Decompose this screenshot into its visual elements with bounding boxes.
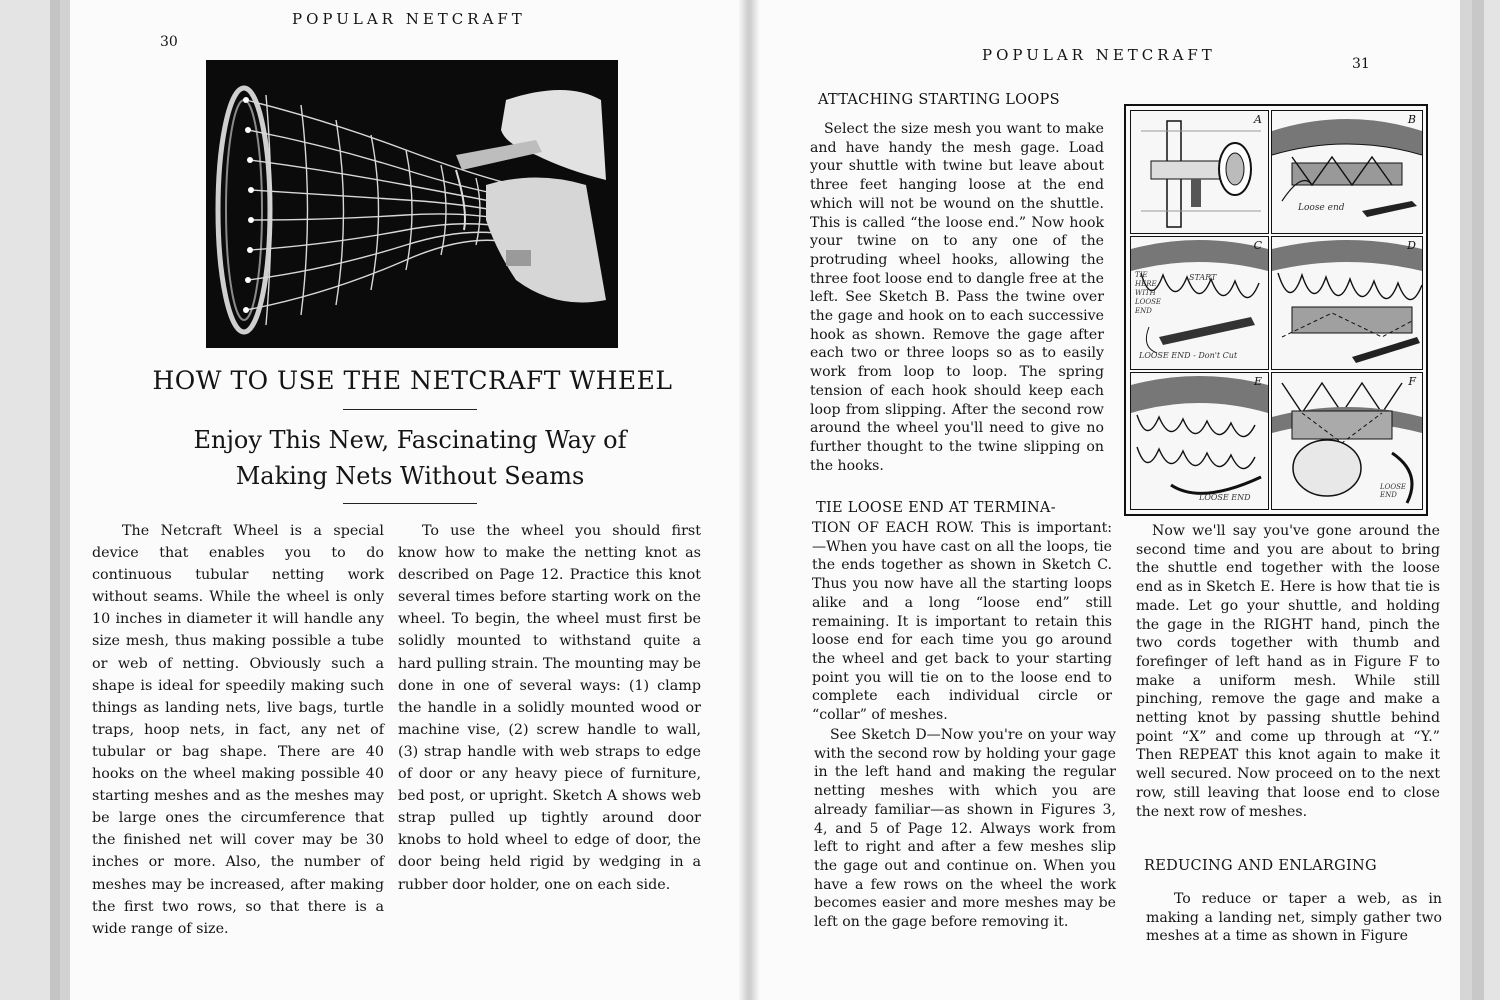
paragraph-attaching: Select the size mesh you want to make and have handy the mesh gage. Load your shuttle with twine but leave about three feet hanging loose at the end which will not be wound on the shuttle. This is called “the loose end.” Now hook your twine on to any one of the protruding wheel hooks, allowing the three foot loose end to dangle free at the left. See Sketch B. Pass the twine over the gage and hook on to each successive hook as shown. Remove the gage after each two or three loops so as to easily work from loop to loop. The spring tension of each hook should keep each loop from slipping. After the second row around the wheel you'll need to give no further thought to the twine slipping on the hooks. xyxy=(810,121,1104,474)
sketch-d xyxy=(1271,236,1423,370)
sketch-c-loose-end-label: LOOSE END - Don't Cut xyxy=(1139,351,1238,360)
sketch-e xyxy=(1130,372,1269,510)
subtitle-divider-rule xyxy=(343,503,477,504)
sketch-c-start-label: START xyxy=(1189,273,1217,282)
sketch-f-letter: F xyxy=(1408,375,1416,388)
title-divider-rule xyxy=(343,409,477,410)
heading-tie-loose-end: TIE LOOSE END AT TERMINA- xyxy=(816,500,1056,516)
paragraph-reducing: To reduce or taper a web, as in making a landing net, simply gather two meshes at a time as shown in Figure xyxy=(1146,891,1442,945)
article-title: HOW TO USE THE NETCRAFT WHEEL xyxy=(152,366,673,395)
sketch-d-letter: D xyxy=(1407,239,1416,252)
netting-sketches-panel xyxy=(1124,104,1428,516)
sketch-b-loose-end-label: Loose end xyxy=(1298,203,1345,213)
paragraph-gone-around: Now we'll say you've gone around the second time and you are about to bring the shuttle end together with the loose end as in Sketch E. Here is how that tie is made. Let go your shuttle, and holding the gage in the RIGHT hand, pinch the two cords together with thumb and forefinger of left hand as in Figure F to make a uniform mesh. While still pinching, remove the gage and make a netting knot by passing shuttle behind point “X” and come up through at “Y.” Then REPEAT this knot again to make it well secured. Now proceed on to the next row, still leaving that loose end to close the next row of meshes. xyxy=(1136,523,1440,820)
sketch-c xyxy=(1130,236,1269,370)
sketch-c-tie-here-label: TIE HERE WITH LOOSE END xyxy=(1135,271,1162,315)
heading-attaching-starting-loops: ATTACHING STARTING LOOPS xyxy=(818,92,1060,108)
sketch-a-letter: A xyxy=(1254,113,1262,126)
page-number-left: 30 xyxy=(160,34,178,50)
left-column-2-text: To use the wheel you should first know how to make the netting knot as described on Page 12. Practice this knot several times before starting work on the wheel. To begin, the wheel must first be solidly mounted to withstand quite a hard pulling strain. The mounting may be done in one of several ways: (1) clamp the handle in a solidly mounted wood or machine vise, (2) screw handle to wall, (3) strap handle with web straps to edge of door or any heavy piece of furniture, bed post, or upright. Sketch A shows web strap pulled up tightly around door knobs to hold wheel to edge of door, the door being held rigid by wedging in a rubber door holder, one on each side. xyxy=(398,523,701,893)
running-head-right: POPULAR NETCRAFT xyxy=(982,46,1216,64)
sketch-a xyxy=(1130,110,1269,234)
netcraft-wheel-photo xyxy=(206,60,618,348)
sketch-b-letter: B xyxy=(1407,113,1416,126)
sketch-e-loose-end-label: LOOSE END xyxy=(1199,493,1251,502)
book-gutter xyxy=(738,0,760,1000)
subtitle-line-1: Enjoy This New, Fascinating Way of xyxy=(193,426,627,454)
running-head-left: POPULAR NETCRAFT xyxy=(292,10,526,28)
sketch-b xyxy=(1271,110,1423,234)
page-number-right: 31 xyxy=(1352,56,1370,72)
paragraph-sketch-d: See Sketch D—Now you're on your way with the second row by holding your gage in the left hand and making the regular netting meshes with which you are already familiar—as shown in Figures 3, 4, and 5 of Page 12. Always work from left to right and after a few meshes slip the gage out and continue on. When you have a few rows on the wheel the work becomes easier and more meshes may be left on the gage before removing it. xyxy=(814,727,1116,931)
subtitle-line-2: Making Nets Without Seams xyxy=(235,462,585,490)
sketch-f xyxy=(1271,372,1423,510)
sketch-e-letter: E xyxy=(1253,375,1262,388)
sketch-c-letter: C xyxy=(1253,239,1262,252)
left-column-1-text: The Netcraft Wheel is a special device that enables you to do continuous tubular netting work without seams. While the wheel is only 10 inches in diameter it will handle any size mesh, thus making possible a tube or web of netting. Obviously such a shape is ideal for speedily making such things as landing nets, live bags, turtle traps, hoop nets, in fact, any net of tubular or bag shape. There are 40 hooks on the wheel making possible 40 starting meshes and as the meshes may be large ones the circumference that the finished net will cover may be 30 inches or more. Also, the number of meshes may be increased, after making the first two rows, so that there is a wide range of size. xyxy=(92,523,384,937)
heading-reducing-enlarging: REDUCING AND ENLARGING xyxy=(1144,858,1377,874)
paragraph-tie-loose-end: TION OF EACH ROW. This is important:—When you have cast on all the loops, tie the ends together as shown in Sketch C. Thus you now have all the starting loops alike and a long “loose end” still remaining. It is important to retain this loose end for each time you go around the wheel and get back to your starting point you will tie on to the loose end to complete each individual circle or “collar” of meshes. xyxy=(812,520,1112,724)
sketch-f-loose-end-label: LOOSE END xyxy=(1380,483,1407,499)
article-subtitle xyxy=(150,422,670,494)
